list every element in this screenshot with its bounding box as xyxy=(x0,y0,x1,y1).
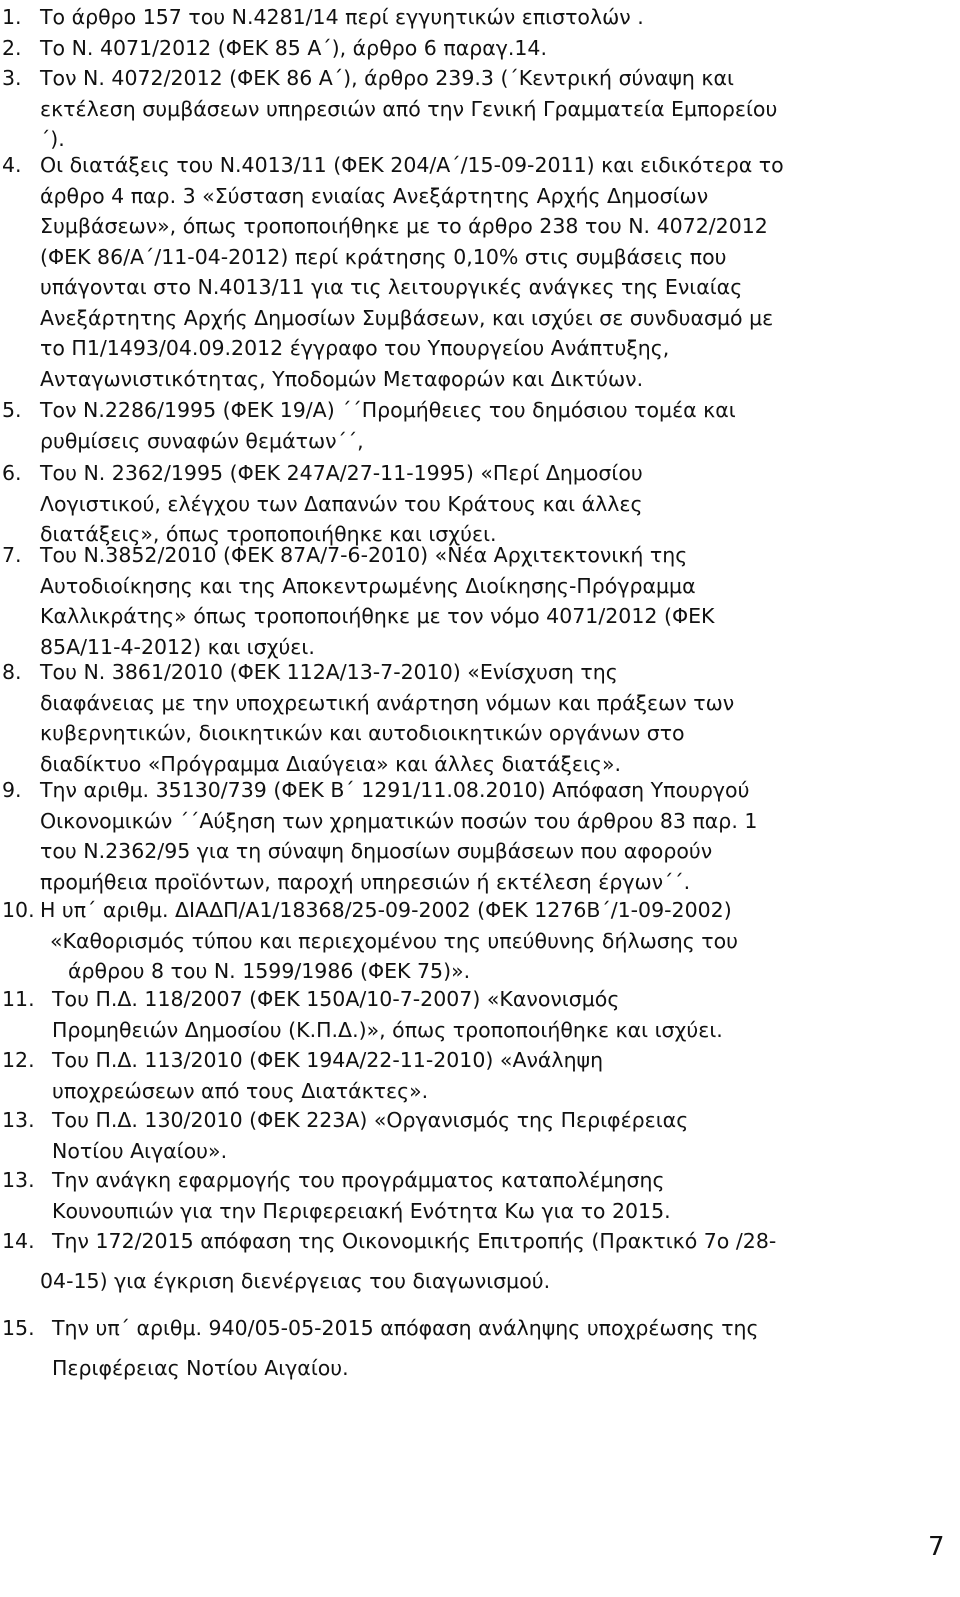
item-text-line: Του Π.Δ. 113/2010 (ΦΕΚ 194Α/22-11-2010) «Ανάληψη xyxy=(52,1048,604,1072)
item-text-line: Λογιστικού, ελέγχου των Δαπανών του Κράτους και άλλες xyxy=(40,491,643,516)
item-text-line: Την υπ΄ αριθμ. 940/05-05-2015 απόφαση ανάληψης υποχρέωσης της xyxy=(52,1316,759,1340)
item-text-line: διατάξεις», όπως τροποποιήθηκε και ισχύει. xyxy=(40,522,497,546)
item-number: 4. xyxy=(2,153,22,177)
item-text-line: Συμβάσεων», όπως τροποποιήθηκε με το άρθρο 238 του Ν. 4072/2012 xyxy=(40,214,768,238)
item-text-line: ΄). xyxy=(40,127,65,151)
item-text-line: υπάγονται στο Ν.4013/11 για τις λειτουργικές ανάγκες της Ενιαίας xyxy=(40,275,743,299)
list-item xyxy=(0,33,950,64)
item-number: 12. xyxy=(2,1048,35,1072)
item-text-line: 85Α/11-4-2012) και ισχύει. xyxy=(40,634,315,659)
item-number: 14. xyxy=(2,1229,35,1253)
item-text-line: «Καθορισμός τύπου και περιεχομένου της υπεύθυνης δήλωσης του xyxy=(50,928,739,953)
item-text-line: Η υπ΄ αριθμ. ΔΙΑΔΠ/Α1/18368/25-09-2002 (ΦΕΚ 1276Β΄/1-09-2002) xyxy=(40,898,732,922)
item-text-line: Του Π.Δ. 118/2007 (ΦΕΚ 150Α/10-7-2007) «Κανονισμός xyxy=(52,987,620,1011)
item-text-line: Του Ν.3852/2010 (ΦΕΚ 87Α/7-6-2010) «Νέα Αρχιτεκτονική της xyxy=(40,543,688,567)
item-text-line: Περιφέρειας Νοτίου Αιγαίου. xyxy=(52,1355,349,1380)
item-text-line: Καλλικράτης» όπως τροποποιήθηκε με τον νόμο 4071/2012 (ΦΕΚ xyxy=(40,604,715,628)
item-text-line: ρυθμίσεις συναφών θεμάτων΄΄, xyxy=(40,428,364,453)
list-item xyxy=(0,984,950,1045)
list-item xyxy=(0,657,950,779)
item-number: 6. xyxy=(2,461,22,485)
item-text-line: Την αριθμ. 35130/739 (ΦΕΚ Β΄ 1291/11.08.2010) Απόφαση Υπουργού xyxy=(40,778,750,802)
list-item xyxy=(0,2,950,33)
item-text-line: Την ανάγκη εφαρμογής του προγράμματος καταπολέμησης xyxy=(52,1168,665,1192)
list-item xyxy=(0,63,950,155)
item-number: 8. xyxy=(2,660,22,684)
item-number: 13. xyxy=(2,1108,35,1132)
item-text-line: Τον Ν. 4072/2012 (ΦΕΚ 86 Α΄), άρθρο 239.3 (΄Κεντρική σύναψη και xyxy=(40,66,734,90)
item-text-line: εκτέλεση συμβάσεων υπηρεσιών από την Γενική Γραμματεία Εμπορείου xyxy=(40,96,778,121)
item-text-line: άρθρο 4 παρ. 3 «Σύσταση ενιαίας Ανεξάρτητης Αρχής Δημοσίων xyxy=(40,183,709,208)
item-number: 10. xyxy=(2,898,35,922)
item-number: 15. xyxy=(2,1316,35,1340)
item-text-line: Του Ν. 3861/2010 (ΦΕΚ 112Α/13-7-2010) «Ενίσχυση της xyxy=(40,660,618,684)
item-text-line: Το άρθρο 157 του Ν.4281/14 περί εγγυητικών επιστολών . xyxy=(40,5,644,29)
list-item xyxy=(0,1105,950,1166)
item-text-line: Κουνουπιών για την Περιφερειακή Ενότητα Κω για το 2015. xyxy=(52,1198,671,1223)
item-number: 1. xyxy=(2,5,22,29)
list-item xyxy=(0,1045,950,1106)
item-text-line: το Π1/1493/04.09.2012 έγγραφο του Υπουργείου Ανάπτυξης, xyxy=(40,336,670,360)
item-text-line: διαφάνειας με την υποχρεωτική ανάρτηση νόμων και πράξεων των xyxy=(40,690,735,715)
item-text-line: Ανταγωνιστικότητας, Υποδομών Μεταφορών και Δικτύων. xyxy=(40,366,644,391)
item-number: 3. xyxy=(2,66,22,90)
item-text-line: διαδίκτυο «Πρόγραμμα Διαύγεια» και άλλες διατάξεις». xyxy=(40,751,621,776)
item-text-line: Τον Ν.2286/1995 (ΦΕΚ 19/Α) ΄΄Προμήθειες του δημόσιου τομέα και xyxy=(40,398,736,422)
list-item xyxy=(0,540,950,662)
item-number: 13. xyxy=(2,1168,35,1192)
item-text-line: Την 172/2015 απόφαση της Οικονομικής Επιτροπής (Πρακτικό 7ο /28- xyxy=(52,1229,777,1253)
item-number: 11. xyxy=(2,987,35,1011)
list-item xyxy=(0,895,950,987)
item-number: 5. xyxy=(2,398,22,422)
list-item xyxy=(0,1313,950,1383)
item-number: 2. xyxy=(2,36,22,60)
item-text-line: (ΦΕΚ 86/Α΄/11-04-2012) περί κράτησης 0,10% στις συμβάσεις που xyxy=(40,244,727,269)
list-item xyxy=(0,150,950,394)
item-text-line: Ανεξάρτητης Αρχής Δημοσίων Συμβάσεων, και ισχύει σε συνδυασμό με xyxy=(40,305,774,330)
list-item xyxy=(0,1226,950,1296)
item-text-line: Το Ν. 4071/2012 (ΦΕΚ 85 Α΄), άρθρο 6 παραγ.14. xyxy=(40,36,547,60)
item-number: 7. xyxy=(2,543,22,567)
item-text-line: 04-15) για έγκριση διενέργειας του διαγωνισμού. xyxy=(40,1268,551,1293)
list-item xyxy=(0,1165,950,1226)
item-text-line: Οι διατάξεις του Ν.4013/11 (ΦΕΚ 204/Α΄/15-09-2011) και ειδικότερα το xyxy=(40,153,784,177)
list-item xyxy=(0,395,950,456)
page-number: 7 xyxy=(928,1532,945,1562)
item-text-line: Του Π.Δ. 130/2010 (ΦΕΚ 223Α) «Οργανισμός της Περιφέρειας xyxy=(52,1108,689,1132)
item-number: 9. xyxy=(2,778,22,802)
item-text-line: Νοτίου Αιγαίου». xyxy=(52,1138,228,1163)
item-text-line: προμήθεια προϊόντων, παροχή υπηρεσιών ή εκτέλεση έργων΄΄. xyxy=(40,869,691,894)
item-text-line: του Ν.2362/95 για τη σύναψη δημοσίων συμβάσεων που αφορούν xyxy=(40,839,713,863)
item-text-line: κυβερνητικών, διοικητικών και αυτοδιοικητικών οργάνων στο xyxy=(40,721,685,745)
item-text-line: άρθρου 8 του Ν. 1599/1986 (ΦΕΚ 75)». xyxy=(68,959,471,983)
item-text-line: Του Ν. 2362/1995 (ΦΕΚ 247Α/27-11-1995) «Περί Δημοσίου xyxy=(40,461,643,485)
item-text-line: Οικονομικών ΄΄Αύξηση των χρηματικών ποσών του άρθρου 83 παρ. 1 xyxy=(40,808,758,833)
list-item xyxy=(0,458,950,550)
list-item xyxy=(0,775,950,897)
item-text-line: Προμηθειών Δημοσίου (Κ.Π.Δ.)», όπως τροποποιήθηκε και ισχύει. xyxy=(52,1017,723,1042)
item-text-line: υποχρεώσεων από τους Διατάκτες». xyxy=(52,1078,429,1103)
item-text-line: Αυτοδιοίκησης και της Αποκεντρωμένης Διοίκησης-Πρόγραμμα xyxy=(40,573,696,598)
